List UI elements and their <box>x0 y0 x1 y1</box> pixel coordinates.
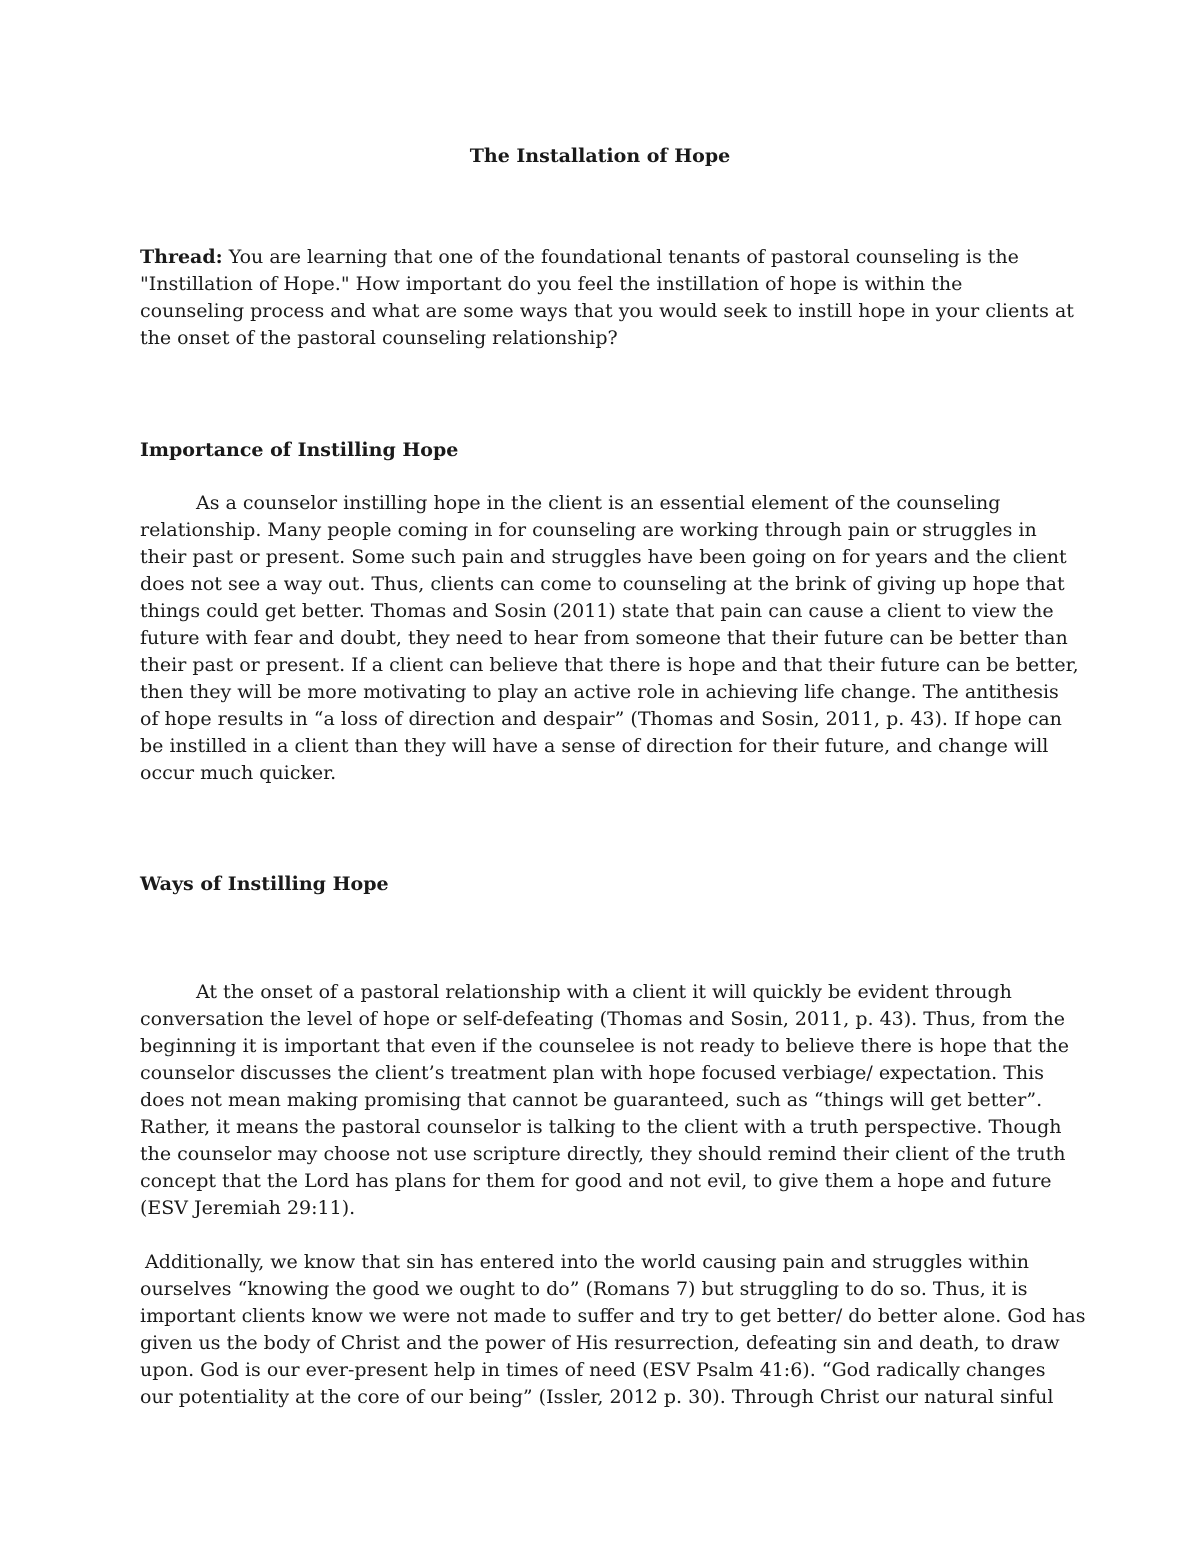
paragraph-line: counselor discusses the client’s treatment plan with hope focused verbiage/ expectation. This <box>140 1062 1044 1084</box>
paragraph-line: ourselves “knowing the good we ought to do” (Romans 7) but struggling to do so. Thus, it is <box>140 1278 1028 1300</box>
paragraph-line: conversation the level of hope or self-defeating (Thomas and Sosin, 2011, p. 43). Thus, from the <box>140 1008 1065 1030</box>
paragraph-line: beginning it is important that even if the counselee is not ready to believe there is hope that the <box>140 1035 1069 1057</box>
paragraph-line: the counselor may choose not use scripture directly, they should remind their client of the truth <box>140 1143 1066 1165</box>
paragraph-line: given us the body of Christ and the power of His resurrection, defeating sin and death, to draw <box>140 1332 1060 1354</box>
paragraph-line: concept that the Lord has plans for them for good and not evil, to give them a hope and future <box>140 1170 1052 1192</box>
paragraph-line: of hope results in “a loss of direction and despair” (Thomas and Sosin, 2011, p. 43). If hope can <box>140 708 1062 730</box>
thread-line: the onset of the pastoral counseling relationship? <box>140 327 618 349</box>
paragraph-line: upon. God is our ever-present help in times of need (ESV Psalm 41:6). “God radically changes <box>140 1359 1046 1381</box>
ways-paragraph-2 <box>140 1249 1086 1411</box>
paragraph-line: important clients know we were not made to suffer and try to get better/ do better alone. God has <box>140 1305 1086 1327</box>
paragraph-line: be instilled in a client than they will have a sense of direction for their future, and change will <box>140 735 1049 757</box>
paragraph-line: then they will be more motivating to play an active role in achieving life change. The antithesis <box>140 681 1059 703</box>
paragraph-line: our potentiality at the core of our being” (Issler, 2012 p. 30). Through Christ our natural sinful <box>140 1386 1054 1408</box>
paragraph-line: their past or present. If a client can believe that there is hope and that their future can be better, <box>140 654 1079 676</box>
ways-paragraph-1 <box>140 979 1069 1222</box>
paragraph-line: Rather, it means the pastoral counselor is talking to the client with a truth perspective. Though <box>140 1116 1062 1138</box>
paragraph-line: occur much quicker. <box>140 762 337 784</box>
thread-text: You are learning that one of the foundational tenants of pastoral counseling is the <box>222 246 1019 268</box>
thread-line <box>140 244 1060 271</box>
thread-prompt <box>140 244 1074 352</box>
paragraph-line: relationship. Many people coming in for counseling are working through pain or struggles in <box>140 519 1037 541</box>
paragraph-line: does not mean making promising that cannot be guaranteed, such as “things will get better”. <box>140 1089 1043 1111</box>
paragraph-line: (ESV Jeremiah 29:11). <box>140 1197 356 1219</box>
page-title: The Installation of Hope <box>469 145 731 167</box>
paragraph-line: their past or present. Some such pain and struggles have been going on for years and the client <box>140 546 1067 568</box>
paragraph-line: things could get better. Thomas and Sosin (2011) state that pain can cause a client to view the <box>140 600 1054 622</box>
thread-line: "Instillation of Hope." How important do you feel the instillation of hope is within the <box>140 273 963 295</box>
paragraph-line: As a counselor instilling hope in the client is an essential element of the counseling <box>196 492 1001 514</box>
paragraph-line: future with fear and doubt, they need to hear from someone that their future can be better than <box>140 627 1068 649</box>
section-heading-ways: Ways of Instilling Hope <box>140 873 389 895</box>
thread-label: Thread: <box>140 246 223 268</box>
importance-paragraph <box>140 490 1079 787</box>
section-heading-importance: Importance of Instilling Hope <box>140 439 459 461</box>
paragraph-line: Additionally, we know that sin has entered into the world causing pain and struggles within <box>145 1251 1029 1273</box>
thread-line: counseling process and what are some ways that you would seek to instill hope in your clients at <box>140 300 1074 322</box>
paragraph-line: does not see a way out. Thus, clients can come to counseling at the brink of giving up hope that <box>140 573 1065 595</box>
paragraph-line: At the onset of a pastoral relationship with a client it will quickly be evident through <box>196 981 1012 1003</box>
